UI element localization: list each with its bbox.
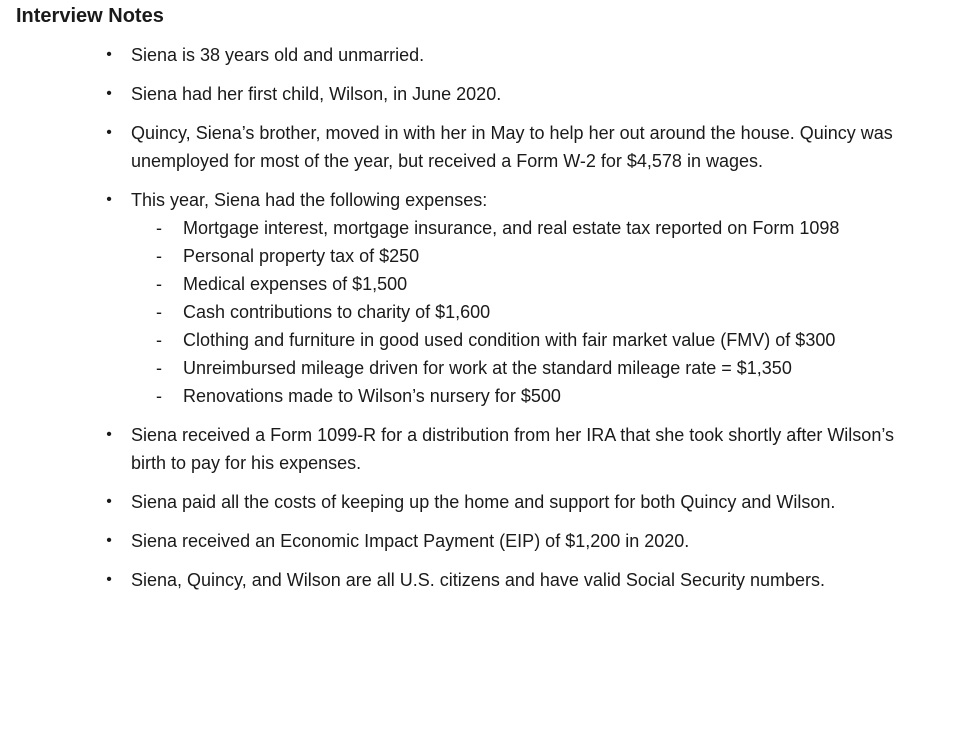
dash-icon: - [156, 302, 162, 322]
bullet-icon: • [106, 46, 112, 63]
interview-notes-list [0, 41, 967, 605]
expense-item [131, 326, 907, 354]
dash-icon: - [156, 358, 162, 378]
expense-item [131, 298, 907, 326]
expense-item [131, 242, 907, 270]
expense-text: Cash contributions to charity of $1,600 [183, 302, 491, 322]
dash-icon: - [156, 246, 162, 266]
list-item [0, 80, 967, 108]
note-text: Siena, Quincy, and Wilson are all U.S. citizens and have valid Social Security numbers. [131, 570, 825, 590]
dash-icon: - [156, 274, 162, 294]
note-text: This year, Siena had the following expenses: [131, 190, 488, 210]
list-item [0, 488, 967, 516]
list-item [0, 527, 967, 555]
list-item [0, 41, 967, 69]
note-text: Siena is 38 years old and unmarried. [131, 45, 425, 65]
bullet-icon: • [106, 532, 112, 549]
note-text: Quincy, Siena’s brother, moved in with her in May to help her out around the house. Quincy was unemployed for most of the year, but received a Form W-2 for $4,578 in wages. [131, 123, 893, 171]
bullet-icon: • [106, 85, 112, 102]
note-text: Siena received a Form 1099-R for a distribution from her IRA that she took shortly after Wilson’s birth to pay for his expenses. [131, 425, 895, 473]
expense-item [131, 382, 907, 410]
expense-text: Unreimbursed mileage driven for work at the standard mileage rate = $1,350 [183, 358, 792, 378]
list-item [0, 566, 967, 594]
dash-icon: - [156, 218, 162, 238]
expense-item [131, 270, 907, 298]
bullet-icon: • [106, 191, 112, 208]
expense-text: Personal property tax of $250 [183, 246, 420, 266]
list-item [0, 421, 967, 477]
note-text: Siena had her first child, Wilson, in June 2020. [131, 84, 502, 104]
note-text: Siena paid all the costs of keeping up the home and support for both Quincy and Wilson. [131, 492, 836, 512]
expense-text: Medical expenses of $1,500 [183, 274, 408, 294]
page-title: Interview Notes [16, 5, 164, 27]
list-item [0, 186, 967, 410]
expenses-list [131, 214, 907, 410]
list-item [0, 119, 967, 175]
expense-text: Clothing and furniture in good used condition with fair market value (FMV) of $300 [183, 330, 836, 350]
dash-icon: - [156, 386, 162, 406]
expense-item [131, 214, 907, 242]
bullet-icon: • [106, 493, 112, 510]
note-text: Siena received an Economic Impact Payment (EIP) of $1,200 in 2020. [131, 531, 690, 551]
expense-text: Mortgage interest, mortgage insurance, and real estate tax reported on Form 1098 [183, 218, 840, 238]
bullet-icon: • [106, 426, 112, 443]
expense-item [131, 354, 907, 382]
bullet-icon: • [106, 124, 112, 141]
expense-text: Renovations made to Wilson’s nursery for $500 [183, 386, 561, 406]
dash-icon: - [156, 330, 162, 350]
bullet-icon: • [106, 571, 112, 588]
